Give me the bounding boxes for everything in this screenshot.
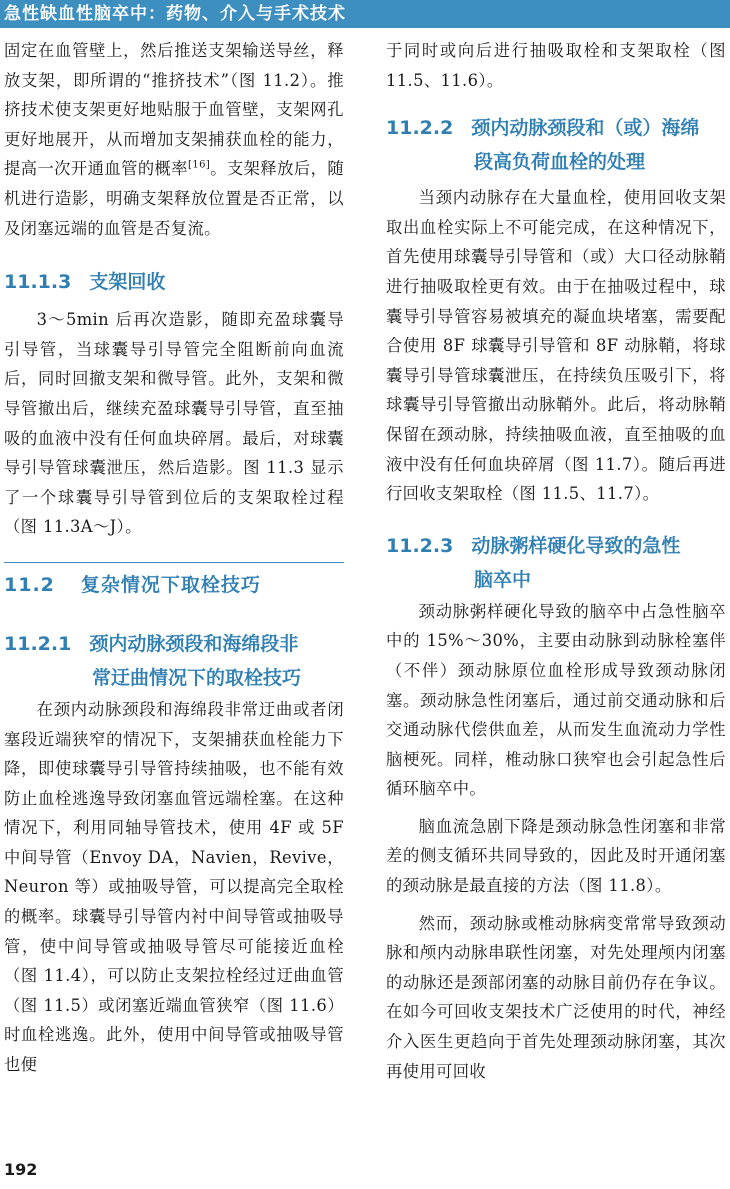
section-number: 11.1.3 bbox=[4, 271, 72, 294]
paragraph: 脑血流急剧下降是颈动脉急性闭塞和非常差的侧支循环共同导致的，因此及时开通闭塞的颈动脉是最直接的方法（图 11.8）。 bbox=[386, 816, 726, 896]
paragraph: 在颈内动脉颈段和海绵段非常迂曲或者闭塞段近端狭窄的情况下，支架捕获血栓能力下降，即使球囊导引导管持续抽吸，也不能有效防止血栓逃逸导致闭塞血管远端栓塞。在这种情况下，利用同轴导管技术，使用 4F 或 5F 中间导管（Envoy DA，Navien，Revive，Neuron 等）或抽吸导管，可以提高完全取栓的概率。球囊导引导管内衬中间导管或抽吸导管，使中间导管或抽吸导管尽可能接近血栓（图 11.4），可以防止支架拉栓经过迂曲血管（图 11.5）或闭塞近端血管狭窄（图 11.6）时血栓逃逸。此外，使用中间导管或抽吸导管也便 bbox=[4, 699, 344, 1075]
section-heading-11-2-1 bbox=[4, 627, 344, 695]
section-number: 11.2.3 bbox=[386, 534, 454, 557]
section-title-line-1: 颈内动脉颈段和（或）海绵 bbox=[471, 117, 700, 140]
paragraph: 颈动脉粥样硬化导致的脑卒中占急性脑卒中的 15%～30%，主要由动脉到动脉栓塞伴（不伴）颈动脉原位血栓形成导致颈动脉闭塞。颈动脉急性闭塞后，通过前交通动脉和后交通动脉代偿供血差，从而发生血流动力学性脑梗死。同样，椎动脉口狭窄也会引起急性后循环脑卒中。 bbox=[386, 601, 726, 799]
section-title-line-2: 段高负荷血栓的处理 bbox=[474, 151, 646, 174]
paragraph-text: 固定在血管壁上，然后推送支架输送导丝，释放支架，即所谓的“推挤技术”（图 11.2）。推挤技术使支架更好地贴服于血管壁，支架网孔更好地展开，从而增加支架捕获血栓的能力，提高一次开通血管的概率 bbox=[4, 41, 344, 179]
page-number: 192 bbox=[4, 1160, 38, 1179]
paragraph: 3～5min 后再次造影，随即充盈球囊导引导管，当球囊导引导管完全阻断前向血流后，同时回撤支架和微导管。此外，支架和微导管撤出后，继续充盈球囊导引导管，直至抽吸的血液中没有任何血块碎屑。最后，对球囊导引导管球囊泄压，然后造影。图 11.3 显示了一个球囊导引导管到位后的支架取栓过程（图 11.3A～J）。 bbox=[4, 310, 344, 537]
paragraph: 然而，颈动脉或椎动脉病变常常导致颈动脉和颅内动脉串联性闭塞，对先处理颅内闭塞的动脉还是颈部闭塞的动脉目前仍存在争议。在如今可回收支架技术广泛使用的时代，神经介入医生更趋向于首先处理颈动脉闭塞，其次再使用可回收 bbox=[386, 913, 726, 1081]
section-number: 11.2.2 bbox=[386, 117, 454, 140]
section-title-line-2: 脑卒中 bbox=[474, 568, 532, 591]
section-title-line-2: 常迂曲情况下的取栓技巧 bbox=[92, 666, 302, 689]
section-number: 11.2.1 bbox=[4, 632, 72, 655]
section-title: 复杂情况下取栓技巧 bbox=[80, 573, 261, 596]
paragraph bbox=[4, 36, 344, 243]
citation-ref: [16] bbox=[188, 159, 211, 171]
paragraph: 于同时或向后进行抽吸取栓和支架取栓（图 11.5、11.6）。 bbox=[386, 41, 726, 90]
left-column bbox=[4, 36, 344, 1080]
section-heading-11-2-2 bbox=[386, 111, 726, 179]
section-title-line-1: 颈内动脉颈段和海绵段非 bbox=[89, 632, 299, 655]
section-title: 支架回收 bbox=[89, 271, 166, 294]
section-number: 11.2 bbox=[4, 573, 55, 596]
paragraph-text: 。支架释放后，随机进行造影，明确支架释放位置是否正常，以及闭塞远端的血管是否复流。 bbox=[4, 159, 345, 238]
section-title-line-1: 动脉粥样硬化导致的急性 bbox=[471, 534, 681, 557]
right-column bbox=[386, 36, 726, 1086]
section-heading-11-1-3 bbox=[4, 265, 344, 299]
paragraph: 当颈内动脉存在大量血栓，使用回收支架取出血栓实际上不可能完成，在这种情况下，首先使用球囊导引导管和（或）大口径动脉鞘进行抽吸取栓更有效。由于在抽吸过程中，球囊导引导管容易被填充的凝血块堵塞，需要配合使用 8F 球囊导引导管和 8F 动脉鞘，将球囊导引导管球囊泄压，在持续负压吸引下，将球囊导引导管撤出动脉鞘外。此后，将动脉鞘保留在颈动脉，持续抽吸血液，直至抽吸的血液中没有任何血块碎屑（图 11.7）。随后再进行回收支架取栓（图 11.5、11.7）。 bbox=[386, 188, 726, 504]
section-heading-11-2 bbox=[4, 569, 344, 601]
running-header bbox=[0, 0, 730, 28]
section-heading-11-2-3 bbox=[386, 529, 726, 597]
running-title: 急性缺血性脑卒中：药物、介入与手术技术 bbox=[4, 4, 346, 24]
